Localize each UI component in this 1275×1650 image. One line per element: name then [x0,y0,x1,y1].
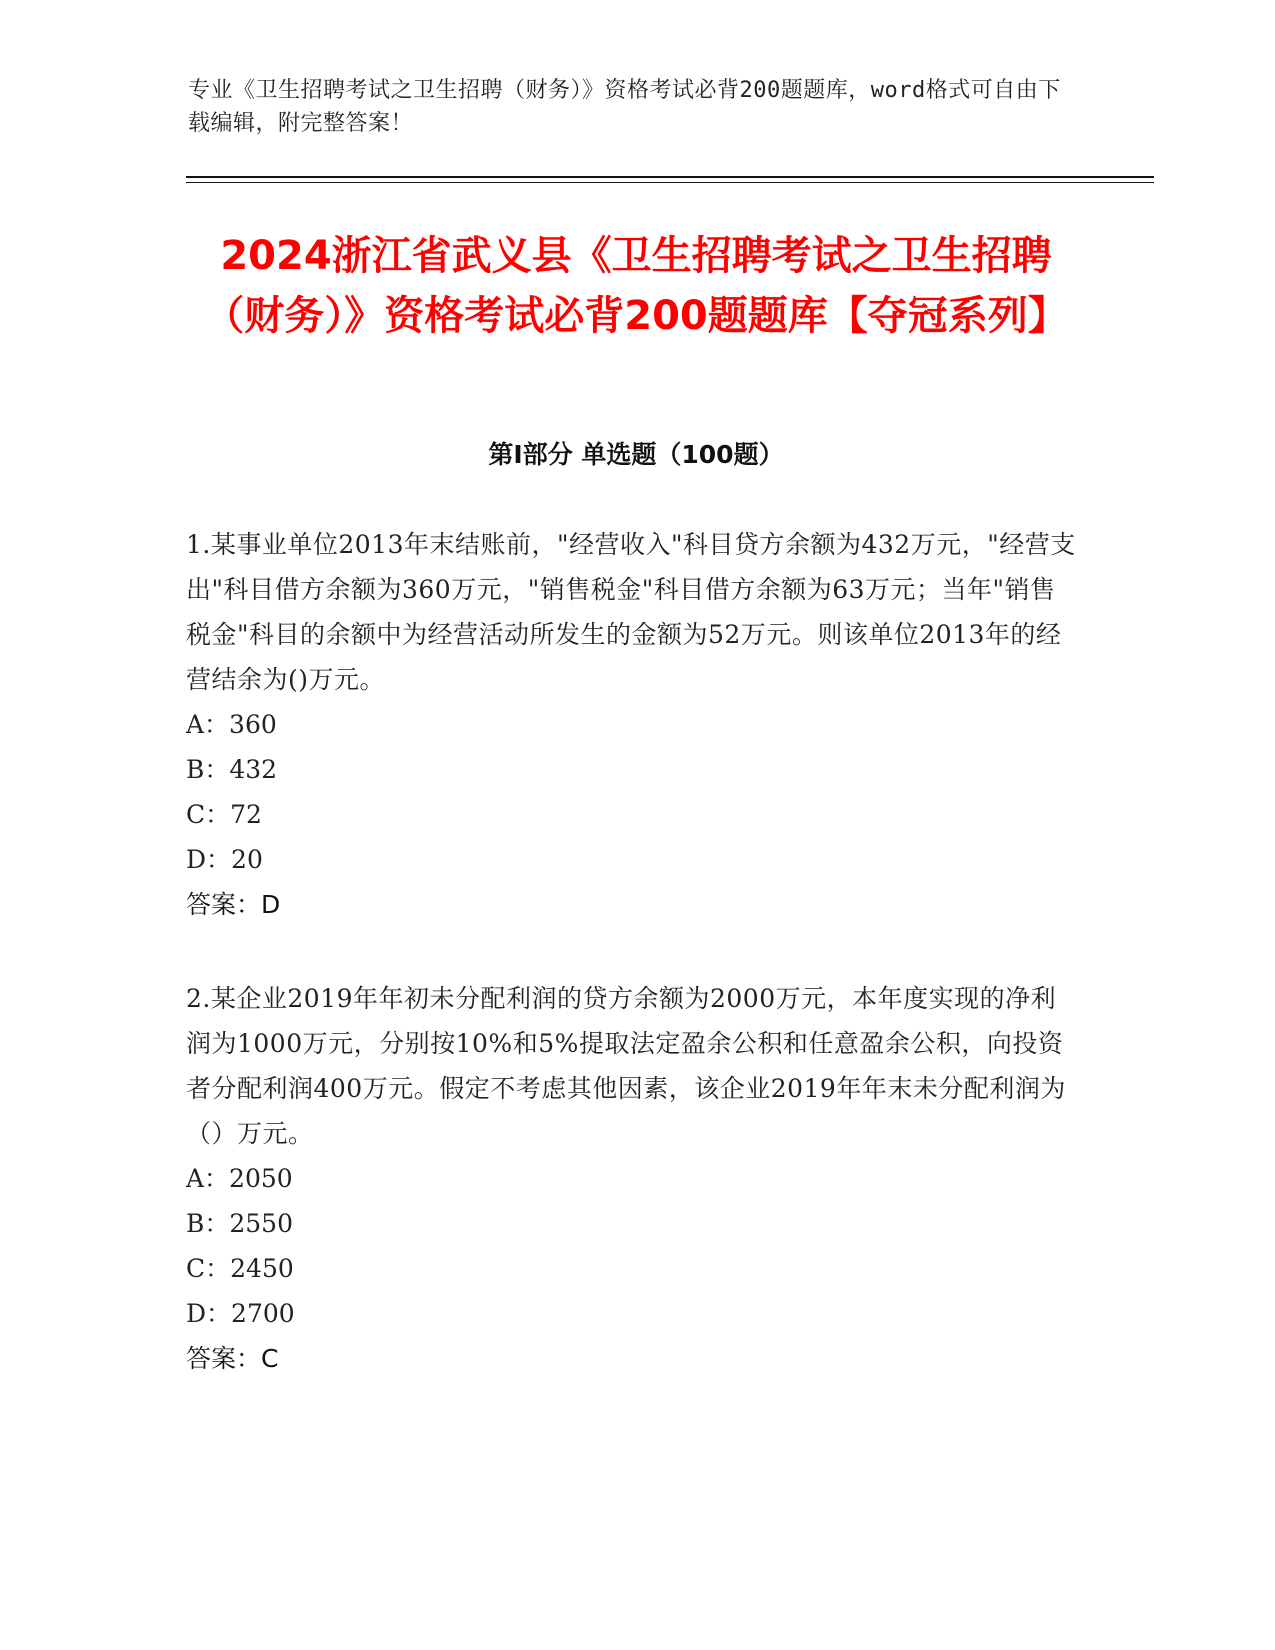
question-2 [186,976,1076,1381]
option-b: B：2550 [186,1209,293,1238]
option-b: B：432 [186,755,278,784]
option-d: D：20 [186,845,263,874]
option-a: A：360 [186,710,277,739]
answer-line: 答案：D [186,890,281,919]
header-divider-thin [186,182,1154,183]
section-heading: 第I部分 单选题（100题） [488,440,784,469]
option-c: C：72 [186,800,262,829]
question-stem: 2.某企业2019年年初未分配利润的贷方余额为2000万元，本年度实现的净利润为1000万元，分别按10%和5%提取法定盈余公积和任意盈余公积，向投资者分配利润400万元。假定不考虑其他因素，该企业2019年年末未分配利润为（）万元。 [186,984,1066,1148]
option-c: C：2450 [186,1254,294,1283]
header-divider-thick [186,176,1154,178]
option-d: D：2700 [186,1299,295,1328]
option-a: A：2050 [186,1164,293,1193]
answer-line: 答案：C [186,1344,279,1373]
question-1 [186,522,1076,927]
header-note: 专业《卫生招聘考试之卫生招聘（财务）》资格考试必背200题题库，word格式可自由下载编辑，附完整答案！ [188,78,1061,136]
question-stem: 1.某事业单位2013年末结账前，"经营收入"科目贷方余额为432万元，"经营支出"科目借方余额为360万元，"销售税金"科目借方余额为63万元；当年"销售税金"科目的余额中为经营活动所发生的金额为52万元。则该单位2013年的经营结余为()万元。 [186,530,1076,694]
document-title: 2024浙江省武义县《卫生招聘考试之卫生招聘（财务）》资格考试必背200题题库【夺冠系列】 [204,233,1068,339]
